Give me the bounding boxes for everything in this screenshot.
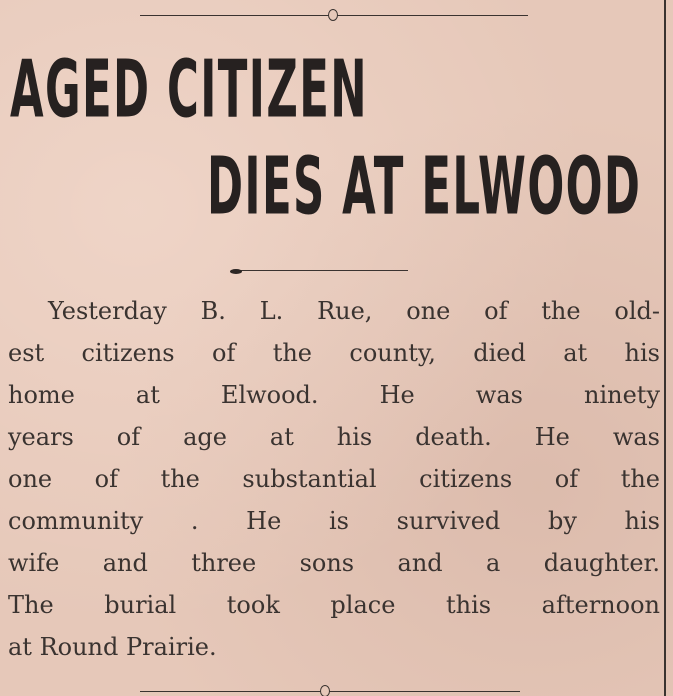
body-line-3: home at Elwood. He was ninety [8,381,660,409]
body-line-5: one of the substantial citizens of the [8,465,660,493]
body-line-9: at Round Prairie. [8,633,217,661]
body-line-7: wife and three sons and a daughter. [8,549,660,577]
bottom-ornamental-rule [140,691,520,692]
headline-line-2: DIES AT ELWOOD [207,139,642,233]
column-rule [664,0,666,696]
top-ornamental-rule [140,15,528,16]
body-line-8: The burial took place this afternoon [8,591,660,619]
body-line-2: est citizens of the county, died at his [8,339,660,367]
headline-divider [240,270,408,271]
rule-ornament-icon [328,9,338,21]
divider-dot-icon [230,269,242,274]
headline-line-1: AGED CITIZEN [10,42,368,136]
rule-ornament-icon [320,685,330,696]
article-body [8,290,660,668]
body-line-1: Yesterday B. L. Rue, one of the old- [48,297,660,325]
body-line-4: years of age at his death. He was [8,423,660,451]
body-line-6: community . He is survived by his [8,507,660,535]
